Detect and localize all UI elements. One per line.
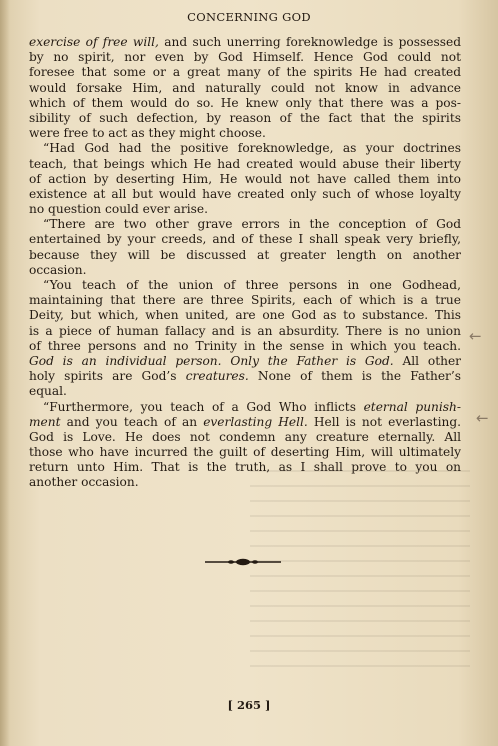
text-line: were free to act as they might choose. [29,126,266,141]
margin-arrow-icon: ← [476,409,489,427]
text-line: entertained by your creeds, and of these I shall speak very briefly, [29,232,461,247]
text-line: maintaining that there are three Spirits, each of which is a true [29,293,461,308]
text-line: God is an individual person. Only the Father is God. All other [29,353,462,368]
text-line: which of them would do so. He knew only that there was a pos- [29,95,461,110]
text-line: sibility of such defection, by reason of the fact that the spirits [29,110,461,125]
text-line: return unto Him. That is the truth, as I shall prove to you on [29,460,461,475]
text-line: “Furthermore, you teach of a God Who inflicts eternal punish- [43,399,462,414]
page-gutter-shadow [0,0,10,746]
text-line: holy spirits are God’s creatures. None of them is the Father’s [29,369,462,384]
text-line: exercise of free will, and such unerring foreknowledge is possessed [29,35,462,49]
text-line: no question could ever arise. [29,202,208,217]
paragraph-4 [29,278,461,400]
text-line: God is Love. He does not condemn any creature eternally. All [29,429,461,444]
text-line: foresee that some or a great many of the spirits He had created [29,65,461,80]
page-number: [ 265 ] [227,698,271,712]
body-text [29,35,461,491]
text-line: equal. [29,384,67,399]
paragraph-2 [29,141,461,217]
show-through-text [250,470,470,680]
text-line: those who have incurred the guilt of deserting Him, will ultimately [29,445,461,460]
text-line: “Had God had the positive foreknowledge, as your doctrines [43,141,461,156]
text-line: of action by deserting Him, He would not have called them into [29,171,461,186]
text-line: “There are two other grave errors in the conception of God [43,217,461,232]
text-line: would forsake Him, and naturally could not know in advance [29,80,461,95]
section-ornament-icon [203,556,283,568]
text-line: teach, that beings which He had created would abuse their liberty [29,156,461,171]
text-line: existence at all but would have created only such of whose loyalty [29,186,461,201]
text-line: another occasion. [29,475,139,490]
text-line: of three persons and no Trinity in the sense in which you teach. [29,338,461,353]
paragraph-5 [29,400,461,491]
text-line: occasion. [29,262,87,277]
margin-arrow-icon: ← [469,327,482,345]
text-line: “You teach of the union of three persons in one Godhead, [43,278,461,292]
running-header: CONCERNING GOD [187,10,311,24]
paragraph-1 [29,35,461,141]
paragraph-3 [29,217,461,278]
text-line: is a piece of human fallacy and is an absurdity. There is no union [29,323,461,338]
text-line: ment and you teach of an everlasting Hell. Hell is not everlasting. [29,414,461,429]
text-line: by no spirit, nor even by God Himself. Hence God could not [29,50,461,65]
text-line: Deity, but which, when united, are one God as to substance. This [29,308,461,323]
text-line: because they will be discussed at greater length on another [29,247,461,262]
